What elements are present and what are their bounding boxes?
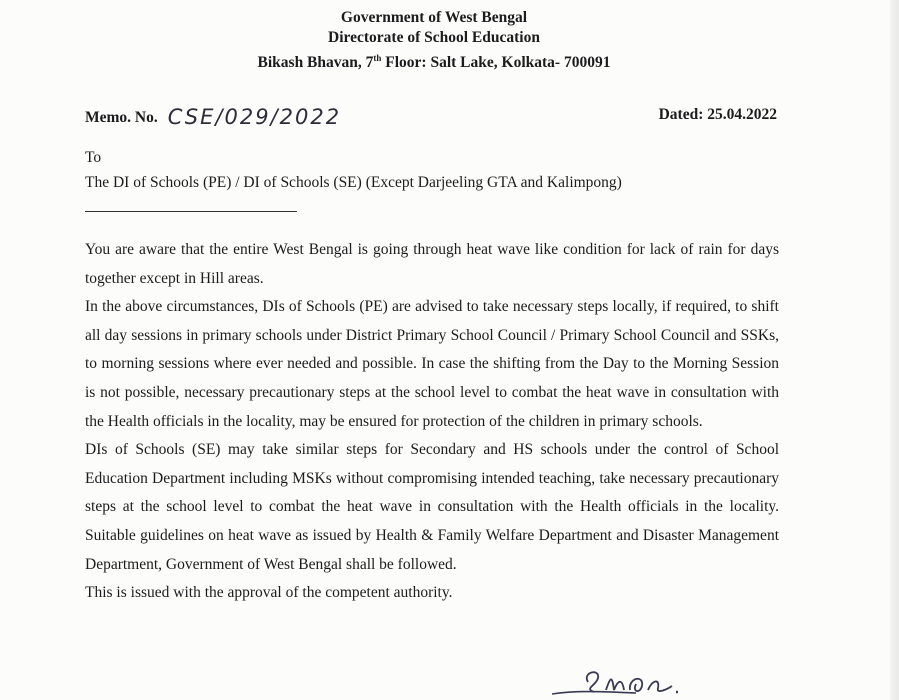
body-paragraph-4: This is issued with the approval of the competent authority. — [85, 584, 453, 602]
memo-number-handwritten: CSE/029/2022 — [167, 105, 342, 129]
signature-image — [548, 660, 728, 700]
memo-label: Memo. No. — [85, 109, 158, 126]
body-paragraph-3: DIs of Schools (SE) may take similar steps for Secondary and HS schools under the control of School Education Department including MSKs without compromising intended teaching, take necessary precautionary steps at the school level to combat the heat wave in consultation with the Health officials in the locality. Suitable guidelines on heat wave as issued by Health & Family Welfare Department and Disaster Management Department, Government of West Bengal shall be followed. — [85, 441, 779, 573]
header-address-part1: Bikash Bhavan, 7 — [257, 54, 374, 72]
salutation-to: To — [85, 149, 102, 166]
header-address — [0, 48, 868, 73]
memo-body — [85, 236, 779, 608]
header-directorate: Directorate of School Education — [328, 29, 540, 46]
divider-line — [85, 211, 297, 212]
header-address-part2: Floor: Salt Lake, Kolkata- 700091 — [381, 54, 611, 72]
header-address-superscript: th — [373, 53, 382, 63]
memo-line — [85, 104, 341, 129]
memo-date: Dated: 25.04.2022 — [658, 106, 777, 123]
body-paragraph-1: You are aware that the entire West Bengal is going through heat wave like condition for lack of rain for days together except in Hill areas. — [85, 241, 779, 287]
header-government: Government of West Bengal — [340, 9, 528, 26]
addressee: The DI of Schools (PE) / DI of Schools (SE) (Except Darjeeling GTA and Kalimpong) — [85, 174, 622, 191]
page-edge-shadow — [890, 0, 899, 700]
body-paragraph-2: In the above circumstances, DIs of Schools (PE) are advised to take necessary steps locally, if required, to shift all day sessions in primary schools under District Primary School Council / Primary School Council and SSKs, to morning sessions where ever needed and possible. In case the shifting from the Day to the Morning Session is not possible, necessary precautionary steps at the school level to combat the heat wave in consultation with the Health officials in the locality, may be ensured for protection of the children in primary schools. — [85, 298, 779, 430]
